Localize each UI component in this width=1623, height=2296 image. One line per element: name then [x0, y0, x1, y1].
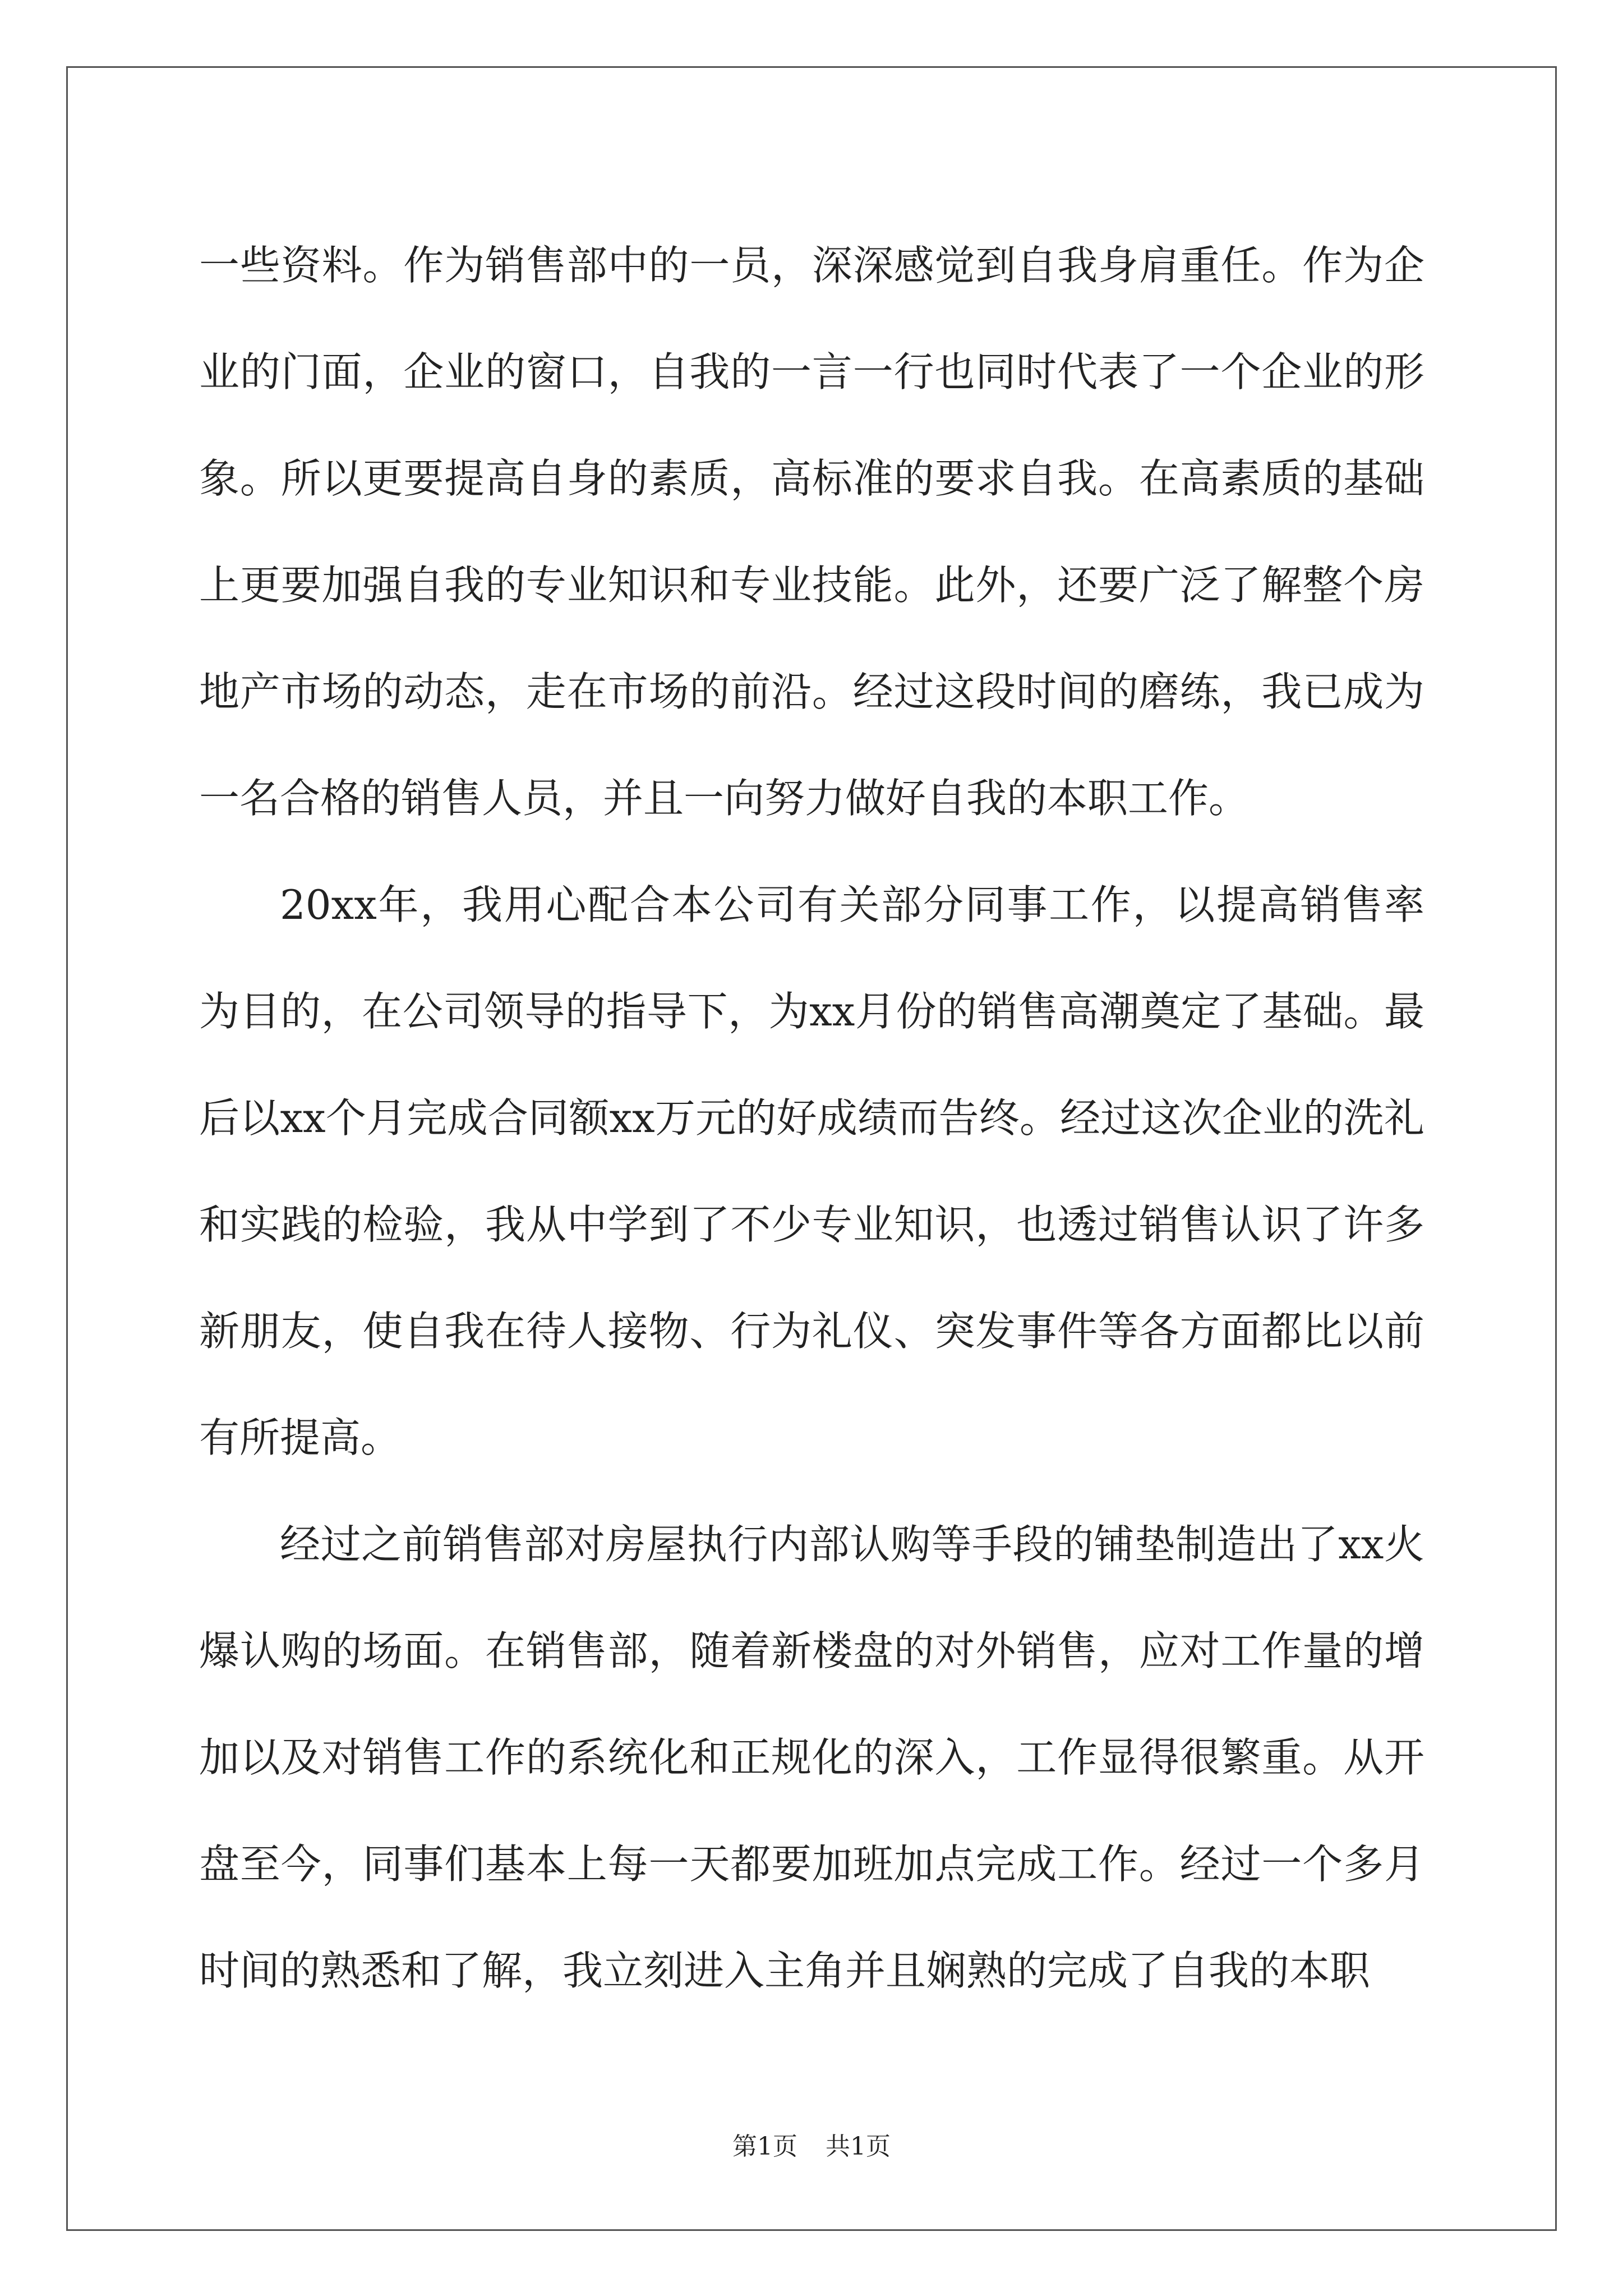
- page-total: 共1页: [826, 2132, 891, 2161]
- paragraph: 一些资料。作为销售部中的一员，深深感觉到自我身肩重任。作为企业的门面，企业的窗口，自我的一言一行也同时代表了一个企业的形象。所以更要提高自身的素质，高标准的要求自我。在高素质的基础上更要加强自我的专业知识和专业技能。此外，还要广泛了解整个房地产市场的动态，走在市场的前沿。经过这段时间的磨练，我已成为一名合格的销售人员，并且一向努力做好自我的本职工作。: [199, 242, 1424, 822]
- page-footer: [0, 2130, 1623, 2164]
- page-number: 第1页: [732, 2132, 797, 2161]
- paragraph: 经过之前销售部对房屋执行内部认购等手段的铺垫制造出了xx火爆认购的场面。在销售部，随着新楼盘的对外销售，应对工作量的增加以及对销售工作的系统化和正规化的深入，工作显得很繁重。从开盘至今，同事们基本上每一天都要加班加点完成工作。经过一个多月时间的熟悉和了解，我立刻进入主角并且娴熟的完成了自我的本职: [199, 1521, 1424, 1994]
- paragraph: 20xx年，我用心配合本公司有关部分同事工作，以提高销售率为目的，在公司领导的指导下，为xx月份的销售高潮奠定了基础。最后以xx个月完成合同额xx万元的好成绩而告终。经过这次企业的洗礼和实践的检验，我从中学到了不少专业知识，也透过销售认识了许多新朋友，使自我在待人接物、行为礼仪、突发事件等各方面都比以前有所提高。: [199, 881, 1424, 1461]
- document-body: [199, 212, 1424, 2024]
